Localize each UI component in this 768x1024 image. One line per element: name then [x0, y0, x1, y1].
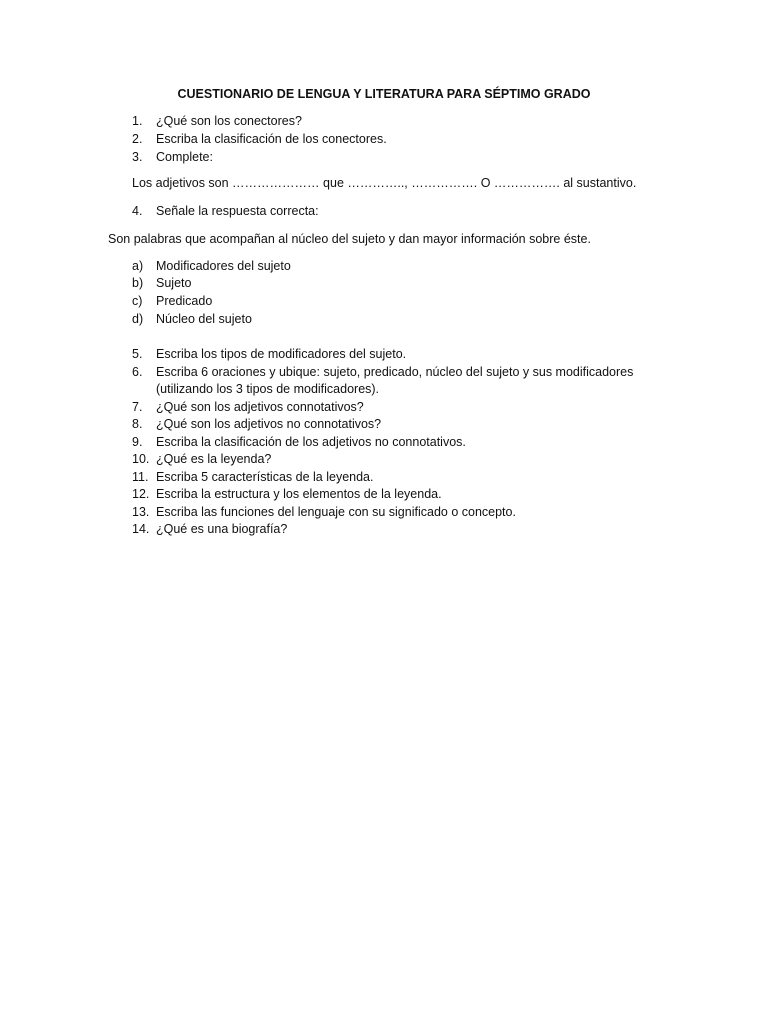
- question-text: ¿Qué son los conectores?: [156, 114, 302, 128]
- question-number: 12.: [132, 487, 150, 501]
- question-text: Señale la respuesta correcta:: [156, 204, 319, 218]
- question-number: 13.: [132, 505, 150, 519]
- question-text: ¿Qué es la leyenda?: [156, 452, 272, 466]
- question-text: ¿Qué son los adjetivos connotativos?: [156, 400, 364, 414]
- option-text: Sujeto: [156, 276, 192, 290]
- option-letter: b): [132, 276, 144, 290]
- question-number: 1.: [132, 114, 143, 128]
- question-text: Escriba los tipos de modificadores del sujeto.: [156, 347, 407, 361]
- option-text: Modificadores del sujeto: [156, 259, 291, 273]
- question-number: 5.: [132, 347, 143, 361]
- question-number: 7.: [132, 400, 143, 414]
- statement-text: Son palabras que acompañan al núcleo del sujeto y dan mayor información sobre éste.: [108, 232, 591, 246]
- question-text-continued: (utilizando los 3 tipos de modificadores).: [156, 382, 380, 396]
- fill-in-sentence: Los adjetivos son ………………… que ………….., ……………. O ……………. al sustantivo.: [132, 176, 637, 190]
- question-text: Escriba la clasificación de los conectores.: [156, 132, 387, 146]
- question-number: 6.: [132, 365, 143, 379]
- question-number: 2.: [132, 132, 143, 146]
- option-text: Núcleo del sujeto: [156, 312, 252, 326]
- option-text: Predicado: [156, 294, 213, 308]
- question-number: 11.: [132, 470, 149, 484]
- question-number: 3.: [132, 150, 143, 164]
- question-number: 10.: [132, 452, 150, 466]
- question-number: 4.: [132, 204, 143, 218]
- question-text: Escriba la clasificación de los adjetivos no connotativos.: [156, 435, 466, 449]
- question-number: 8.: [132, 417, 143, 431]
- option-letter: a): [132, 259, 144, 273]
- question-text: Escriba 5 características de la leyenda.: [156, 470, 374, 484]
- option-letter: c): [132, 294, 143, 308]
- question-number: 14.: [132, 522, 150, 536]
- question-text: Escriba la estructura y los elementos de la leyenda.: [156, 487, 442, 501]
- question-number: 9.: [132, 435, 143, 449]
- option-letter: d): [132, 312, 144, 326]
- document-title: CUESTIONARIO DE LENGUA Y LITERATURA PARA SÉPTIMO GRADO: [177, 87, 591, 101]
- question-text: Complete:: [156, 150, 213, 164]
- question-text: ¿Qué es una biografía?: [156, 522, 288, 536]
- question-text: Escriba 6 oraciones y ubique: sujeto, predicado, núcleo del sujeto y sus modificadores: [156, 365, 634, 379]
- question-text: ¿Qué son los adjetivos no connotativos?: [156, 417, 382, 431]
- question-text: Escriba las funciones del lenguaje con su significado o concepto.: [156, 505, 516, 519]
